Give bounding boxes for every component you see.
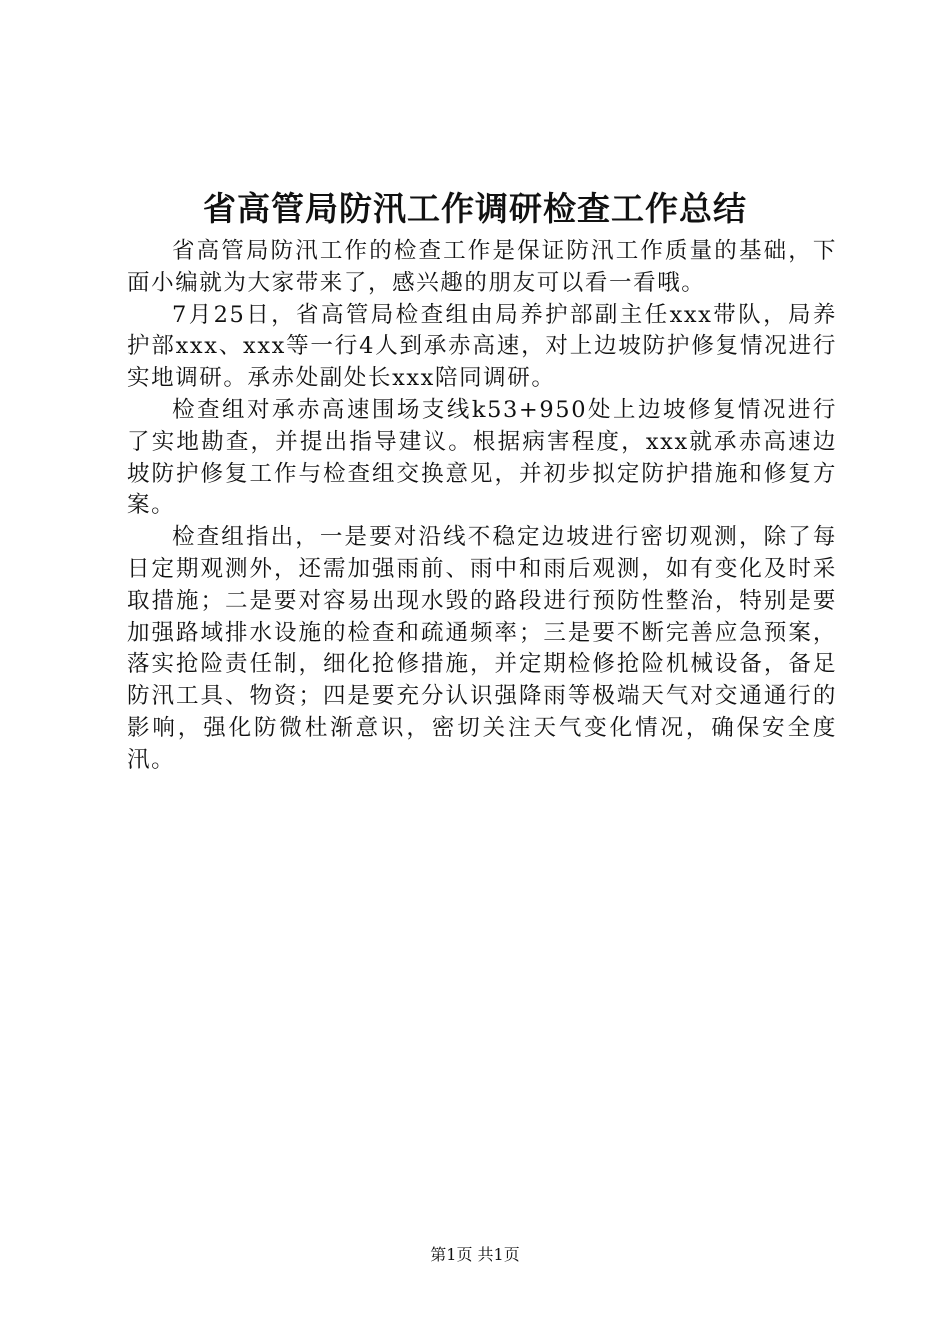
paragraph: 检查组对承赤高速围场支线k53+950处上边坡修复情况进行了实地勘查，并提出指导建议。根据病害程度，xxx就承赤高速边坡防护修复工作与检查组交换意见，并初步拟定防护措施和修复方案。: [127, 396, 837, 519]
page-footer: 第1页 共1页: [430, 1245, 520, 1264]
paragraph: 省高管局防汛工作的检查工作是保证防汛工作质量的基础，下面小编就为大家带来了，感兴趣的朋友可以看一看哦。: [127, 238, 837, 296]
document-title: 省高管局防汛工作调研检查工作总结: [203, 189, 747, 228]
paragraph: 7月25日，省高管局检查组由局养护部副主任xxx带队，局养护部xxx、xxx等一行4人到承赤高速，对上边坡防护修复情况进行实地调研。承赤处副处长xxx陪同调研。: [127, 301, 837, 392]
document-body: [127, 236, 837, 777]
paragraph: 检查组指出，一是要对沿线不稳定边坡进行密切观测，除了每日定期观测外，还需加强雨前、雨中和雨后观测，如有变化及时采取措施；二是要对容易出现水毁的路段进行预防性整治，特别是要加强路域排水设施的检查和疏通频率；三是要不断完善应急预案，落实抢险责任制，细化抢修措施，并定期检修抢险机械设备，备足防汛工具、物资；四是要充分认识强降雨等极端天气对交通通行的影响，强化防微杜渐意识，密切关注天气变化情况，确保安全度汛。: [127, 524, 837, 773]
